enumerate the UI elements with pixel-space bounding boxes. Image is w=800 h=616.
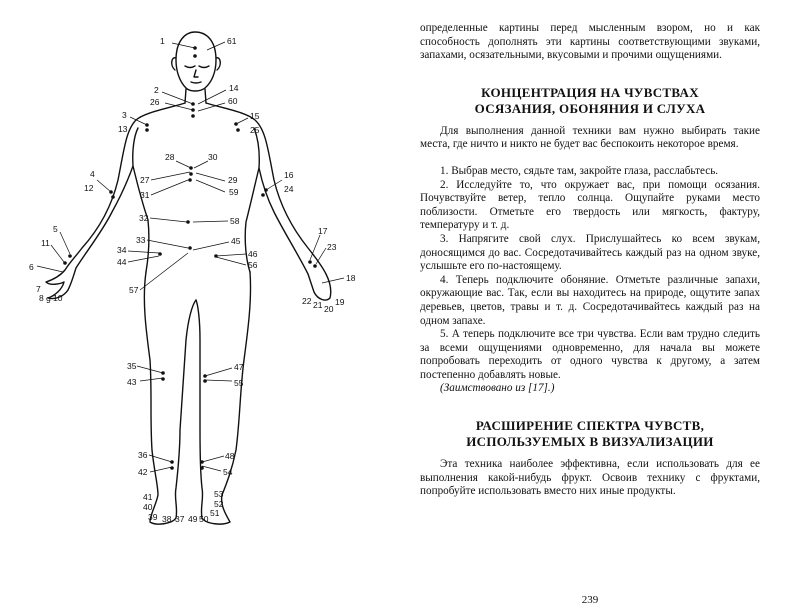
- point-label: 2: [154, 85, 159, 95]
- point-label: 16: [284, 170, 294, 180]
- point-label: 54: [223, 467, 233, 477]
- point-label: 27: [140, 175, 150, 185]
- point-label: 57: [129, 285, 139, 295]
- point-label: 5: [53, 224, 58, 234]
- point-label: 26: [150, 97, 160, 107]
- point-label: 32: [139, 213, 149, 223]
- point-label: 1: [160, 36, 165, 46]
- point-label: 31: [140, 190, 150, 200]
- body-outline: [46, 32, 331, 524]
- point-label: 36: [138, 450, 148, 460]
- section-heading-expansion: [420, 418, 760, 450]
- point-label: 44: [117, 257, 127, 267]
- point-label: 43: [127, 377, 137, 387]
- point-label: 42: [138, 467, 148, 477]
- point-label: 46: [248, 249, 258, 259]
- technique-intro: Для выполнения данной техники вам нужно выбирать такие места, где ничто и никто не будет вас беспокоить некоторое время.: [420, 124, 760, 151]
- point-label: 60: [228, 96, 238, 106]
- point-label: 12: [84, 183, 94, 193]
- point-label: 56: [248, 260, 258, 270]
- point-label: 18: [346, 273, 356, 283]
- step-3: 3. Напрягите свой слух. Прислушайтесь ко всем звукам, доносящимся до вас. Сосредотачивайтесь каждый раз на одном звуке, услышьте его по-настоящему.: [420, 232, 760, 273]
- source-citation: (Заимствовано из [17].): [440, 382, 555, 395]
- technique-paragraph: Эта техника наиболее эффективна, если использовать для ее выполнения какой-нибудь фрукт. Освоив технику с фруктами, попробуйте использовать вместо них иные продукты.: [420, 458, 760, 498]
- step-1: 1. Выбрав место, сядьте там, закройте глаза, расслабьтесь.: [440, 164, 719, 177]
- step-4: 4. Теперь подключите обоняние. Отметьте различные запахи, окружающие вас. Так, если вы находитесь на природе, ощутите запах деревьев, цветов, травы и т. д. Сосредотачивайтесь каждый раз на одном запахе.: [420, 273, 760, 327]
- point-label: 52: [214, 499, 224, 509]
- point-label: 17: [318, 226, 328, 236]
- point-label: 14: [229, 83, 239, 93]
- point-label: 11: [41, 238, 50, 248]
- point-label: 35: [127, 361, 137, 371]
- point-label: 55: [234, 378, 244, 388]
- point-label: 10: [53, 293, 63, 303]
- point-label: 40: [143, 502, 153, 512]
- point-label: 20: [324, 304, 334, 314]
- point-label: 34: [117, 245, 127, 255]
- heading-line: ОСЯЗАНИЯ, ОБОНЯНИЯ И СЛУХА: [474, 100, 706, 116]
- point-label: 58: [230, 216, 240, 226]
- heading-line: КОНЦЕНТРАЦИЯ НА ЧУВСТВАХ: [481, 84, 699, 100]
- section-heading-concentration: [420, 85, 760, 117]
- point-label: 39: [148, 512, 158, 522]
- right-page-text: [420, 22, 760, 612]
- point-label: 3: [122, 110, 127, 120]
- point-label: 33: [136, 235, 146, 245]
- point-label: 48: [225, 451, 235, 461]
- point-label: 9: [46, 295, 51, 305]
- point-label: 51: [210, 508, 220, 518]
- point-label: 22: [302, 296, 312, 306]
- point-label: 7: [36, 284, 41, 294]
- point-label: 30: [208, 152, 218, 162]
- point-label: 25: [250, 125, 260, 135]
- point-label: 8: [39, 293, 44, 303]
- point-label: 6: [29, 262, 34, 272]
- point-label: 29: [228, 175, 238, 185]
- point-label: 50: [199, 514, 209, 524]
- page-number: 239: [581, 594, 599, 607]
- heading-line: РАСШИРЕНИЕ СПЕКТРА ЧУВСТВ,: [475, 418, 705, 434]
- point-label: 24: [284, 184, 294, 194]
- step-5: 5. А теперь подключите все три чувства. Если вам трудно следить за всеми ощущениями одновременно, для начала вы можете попробовать переходить от одного чувства к другому, а затем постепенно добавлять новые.: [420, 328, 760, 381]
- heading-line: ИСПОЛЬЗУЕМЫХ В ВИЗУАЛИЗАЦИИ: [466, 434, 714, 450]
- point-label: 21: [313, 300, 323, 310]
- point-label: 47: [234, 362, 244, 372]
- point-label: 23: [327, 242, 337, 252]
- point-label: 53: [214, 489, 224, 499]
- intro-paragraph: определенные картины перед мысленным взором, но и как способность дополнять эти картины соответствующими звуками, запахами, осязательными, вкусовыми и прочими ощущениями.: [420, 22, 760, 62]
- point-label: 41: [143, 492, 153, 502]
- point-label: 13: [118, 124, 128, 134]
- point-label: 45: [231, 236, 241, 246]
- point-label: 15: [250, 111, 260, 121]
- point-label: 37: [175, 514, 185, 524]
- point-label: 4: [90, 169, 95, 179]
- point-label: 61: [227, 36, 237, 46]
- acupoint-dots: [63, 46, 317, 470]
- point-label: 19: [335, 297, 345, 307]
- point-label: 28: [165, 152, 175, 162]
- point-label: 38: [162, 514, 172, 524]
- step-2: 2. Исследуйте то, что окружает вас, при помощи осязания. Почувствуйте ветер, тепло солнца. Ощупайте руками место поблизости. Отметьте его твердость или мягкость, фактуру, температуру и т. д.: [420, 178, 760, 232]
- point-label: 49: [188, 514, 198, 524]
- point-label: 59: [229, 187, 239, 197]
